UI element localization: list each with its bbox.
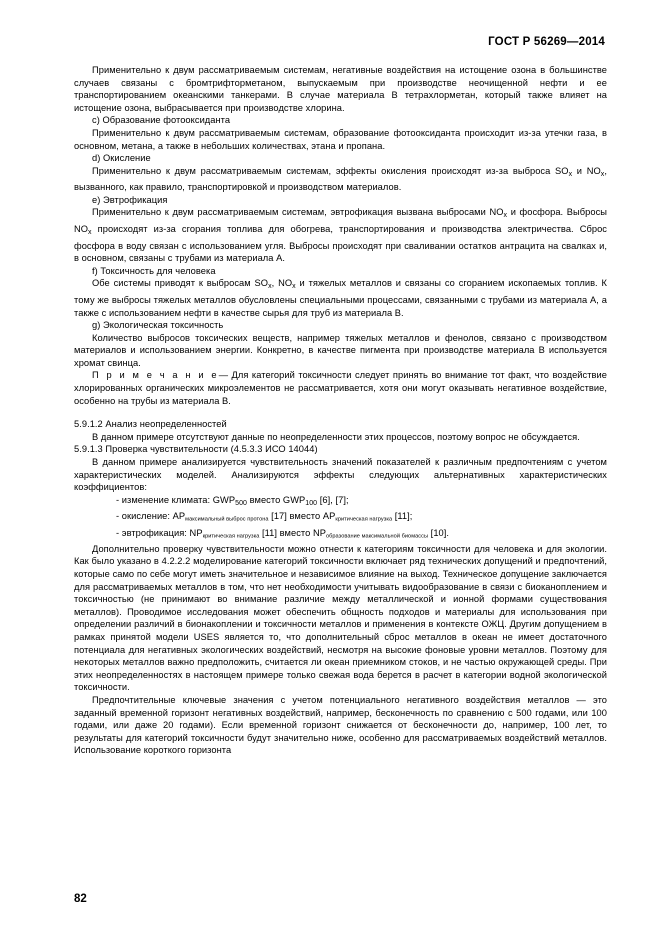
note-block bbox=[74, 369, 607, 407]
sub-x-2: х bbox=[600, 170, 605, 178]
heading-5-9-1-2: 5.9.1.2 Анализ неопределенностей bbox=[74, 419, 227, 430]
note-text: — Для категорий токсичности следует принять во внимание тот факт, что воздействие хлорированных органических микроэлементов не рассматривается, хотя они могут оказывать негативное воздействие, особенно на трубы из материала В. bbox=[74, 370, 607, 406]
note-label: П р и м е ч а н и е bbox=[92, 370, 219, 381]
page-header: ГОСТ Р 56269—2014 bbox=[488, 36, 605, 48]
bullet3-sub2: образование максимальной биомассы bbox=[325, 533, 429, 540]
bullet2-text2: [17] вместо AP bbox=[268, 511, 336, 522]
paragraph-human-toxicity bbox=[74, 277, 607, 319]
heading-c-photooxidant: c) Образование фотооксиданта bbox=[92, 115, 231, 126]
sub-x-4: х bbox=[88, 228, 92, 236]
list-item-eutrophication bbox=[74, 527, 607, 543]
bullet1-text1: - изменение климата: GWP bbox=[116, 494, 236, 505]
paragraph-photooxidant: Применительно к двум рассматриваемым системам, образование фотооксиданта происходит из-за утечки газа, в основном, метана, а также в небольших количествах, этана и пропана. bbox=[74, 127, 607, 151]
bullet3-text1: - эвтрофикация: NP bbox=[116, 527, 203, 538]
bullet3-text3: [10]. bbox=[428, 527, 450, 538]
paragraph-eco-toxicity: Количество выбросов токсических веществ, например тяжелых металлов и фенолов, связано с производством материалов и использованием энергии. Конкретно, в качестве пигмента при производстве материала В используется хромат свинца. bbox=[74, 332, 607, 368]
bullet3-sub1: критическая нагрузка bbox=[202, 533, 260, 540]
paragraph-human-tox-text3: и тяжелых металлов и связаны со сгоранием ископаемых топлив. К тому же выбросы тяжелых металлов обусловлены специальными процессами, связанными с трубами из материала А, а также с использованием нефти в качестве сырья для труб из материала В. bbox=[74, 278, 607, 318]
bullet3-text2: [11] вместо NP bbox=[259, 527, 326, 538]
paragraph-time-horizon: Предпочтительные ключевые значения с учетом потенциального негативного воздействия металлов — это заданный временной горизонт негативных воздействий, например, бесконечность по сравнению с 500 годами, или 100 годами, или даже 20 годами). Если временной горизонт снижается от бесконечности до, например, 100 лет, то результаты для категорий токсичности будут значительно ниже, особенно для рассматриваемых воздействий металлов. Использование короткого горизонта bbox=[74, 695, 607, 756]
bullet1-text3: [6], [7]; bbox=[317, 494, 349, 505]
heading-5-9-1-3: 5.9.1.3 Проверка чувствительности (4.5.3.3 ИСО 14044) bbox=[74, 444, 318, 455]
page-content bbox=[74, 64, 607, 757]
sub-x-3: х bbox=[503, 212, 508, 220]
paragraph-sensitivity-intro: В данном примере анализируется чувствительность значений показателей к различным предпочтениям с учетом характеристических моделей. Анализируются эффекты следующих альтернативных характеристических коэффициентов: bbox=[74, 457, 607, 493]
sub-x-5: х bbox=[268, 283, 272, 291]
sub-x-1: х bbox=[568, 170, 573, 178]
bullet2-text3: [11]; bbox=[392, 511, 413, 522]
characterization-factors-list bbox=[74, 494, 607, 543]
sub-x-6: х bbox=[292, 283, 296, 291]
list-item-climate-change bbox=[74, 494, 607, 511]
heading-f-human-toxicity: f) Токсичность для человека bbox=[92, 265, 216, 276]
page-number: 82 bbox=[74, 893, 87, 905]
paragraph-oxidation-text1: Применительно к двум рассматриваемым системам, эффекты окисления происходят из-за выброса SO bbox=[92, 165, 569, 176]
heading-e-eutrophication: e) Эвтрофикация bbox=[92, 194, 168, 205]
paragraph-eutro-text1: Применительно к двум рассматриваемым системам, эвтрофикация вызвана выбросами NO bbox=[92, 207, 504, 218]
bullet1-sub2: 100 bbox=[305, 499, 318, 507]
paragraph-oxidation bbox=[74, 165, 607, 194]
paragraph-toxicity-sensitivity: Дополнительно проверку чувствительности можно отнести к категориям токсичности для человека и для экологии. Как было указано в 4.2.2.2 моделирование категорий токсичности включает ряд технических допущений и предпочтений, которые само по себе могут иметь значительное и независимое влияние на выход. Техническое допущение заключается для рассматриваемых металлов в том, что нет необходимости учитывать видообразование в связи с биоканоплением и токсичностью (не принимают во внимание различие между металлической и ионной формами существования металлов). Проводимое исследования может обеспечить общность подходов и материалы для использования при определении различий в бионакоплении и токсичности металлов и применения в контексте ОЖЦ. Другим допущением в рамках принятой модели USES является то, что дополнительный сброс металлов в океан не имеет достаточного потенциала для негативных экологических воздействий, несмотря на высокие фоновые уровни металлов. Поэтому для некоторых металлов важно предположить, считается ли океан приемником стоков, и не частью окружающей среды. При этих неопределенностях в настоящем примере только свежая вода берется в расчет в категории водной экологической токсичности. bbox=[74, 543, 607, 693]
bullet2-text1: - окисление: AP bbox=[116, 511, 186, 522]
paragraph-ozone: Применительно к двум рассматриваемым системам, негативные воздействия на истощение озона в большинстве случаев связаны с бромтрифторметаном, выпускаемым при производстве неочищенной нефти и ее транспортированием океанскими танкерами. В случае материала В тетрахлорметан, который также влияет на истощение озона, выбрасывается при производстве хлорина. bbox=[74, 65, 607, 113]
paragraph-human-tox-text1: Обе системы приводят к выбросам SO bbox=[92, 278, 269, 289]
paragraph-oxidation-text2: и NO bbox=[572, 165, 601, 176]
heading-d-oxidation: d) Окисление bbox=[92, 153, 151, 164]
spacer-1 bbox=[74, 407, 607, 418]
bullet2-sub1: максимальный выброс протона bbox=[185, 517, 269, 524]
paragraph-human-tox-text2: , NO bbox=[271, 278, 293, 289]
heading-g-eco-toxicity: g) Экологическая токсичность bbox=[92, 320, 224, 331]
paragraph-eutrophication bbox=[74, 206, 607, 264]
bullet1-sub1: 500 bbox=[235, 499, 247, 507]
bullet2-sub2: критическая нагрузка bbox=[335, 517, 393, 524]
paragraph-oxidation-text3: , вызванного, как правило, транспортировкой и производством материалов. bbox=[74, 165, 607, 193]
paragraph-eutro-text3: происходят из-за сгорания топлива для обогрева, транспортирования и производства электричества. Сброс фосфора в воду связан с использованием угля. Выбросы происходят при сваливании остатков антрацита на свалках и, в основном, связаны с трубами из материала А. bbox=[74, 224, 607, 264]
bullet1-text2: вместо GWP bbox=[246, 494, 306, 505]
paragraph-eutro-text2: и фосфора. Выбросы NO bbox=[74, 207, 608, 235]
list-item-oxidation bbox=[74, 510, 607, 526]
paragraph-uncertainty: В данном примере отсутствуют данные по неопределенности этих процессов, поэтому вопрос не обсуждается. bbox=[92, 431, 580, 442]
